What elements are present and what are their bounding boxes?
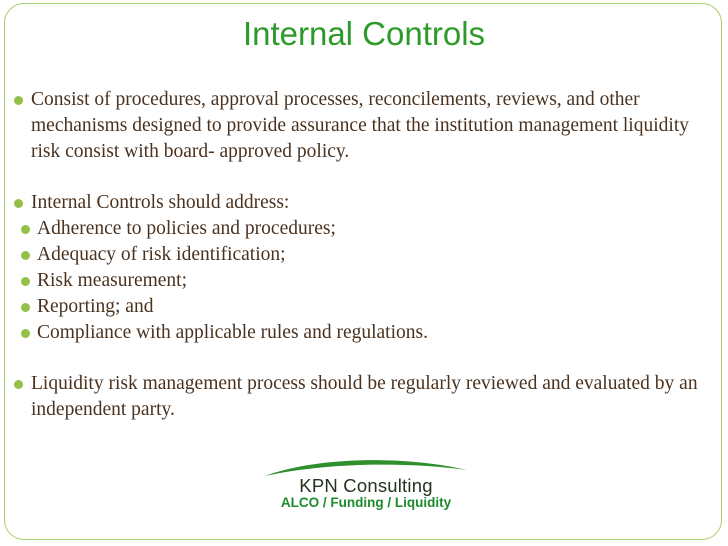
sub-bullet-point — [21, 320, 722, 346]
bullet-dot-icon — [21, 329, 30, 338]
bullet-text: Consist of procedures, approval processes, reconcilements, reviews, and other mechanisms designed to provide assurance that the institution management liquidity risk consist with board- approved policy. — [31, 89, 689, 162]
bullet-text: Liquidity risk management process should be regularly reviewed and evaluated by an independent party. — [31, 373, 698, 420]
bullet-dot-icon — [14, 380, 23, 389]
company-logo — [249, 458, 483, 514]
sub-bullet-point — [21, 268, 722, 294]
bullet-dot-icon — [21, 225, 30, 234]
sub-bullet-text: Reporting; and — [37, 296, 154, 317]
sub-bullet-text: Adherence to policies and procedures; — [37, 218, 336, 239]
bullet-dot-icon — [21, 303, 30, 312]
logo-name: KPN Consulting — [299, 475, 433, 496]
bullet-text: Internal Controls should address: — [31, 192, 290, 213]
sub-bullet-point — [21, 294, 722, 320]
bullet-dot-icon — [21, 251, 30, 260]
logo-tagline: ALCO / Funding / Liquidity — [280, 495, 452, 510]
bullet-dot-icon — [14, 199, 23, 208]
sub-bullet-point — [21, 216, 722, 242]
sub-bullet-text: Risk measurement; — [37, 270, 188, 291]
bullet-point — [14, 371, 722, 423]
bullet-point — [14, 87, 722, 165]
bullet-dot-icon — [14, 96, 23, 105]
sub-bullet-point — [21, 242, 722, 268]
bullet-dot-icon — [21, 277, 30, 286]
slide-body — [14, 87, 722, 423]
slide-title: Internal Controls — [242, 15, 486, 52]
sub-bullet-list — [21, 216, 722, 346]
bullet-point — [14, 190, 722, 216]
sub-bullet-text: Adequacy of risk identification; — [37, 244, 286, 265]
sub-bullet-text: Compliance with applicable rules and regulations. — [37, 322, 428, 343]
